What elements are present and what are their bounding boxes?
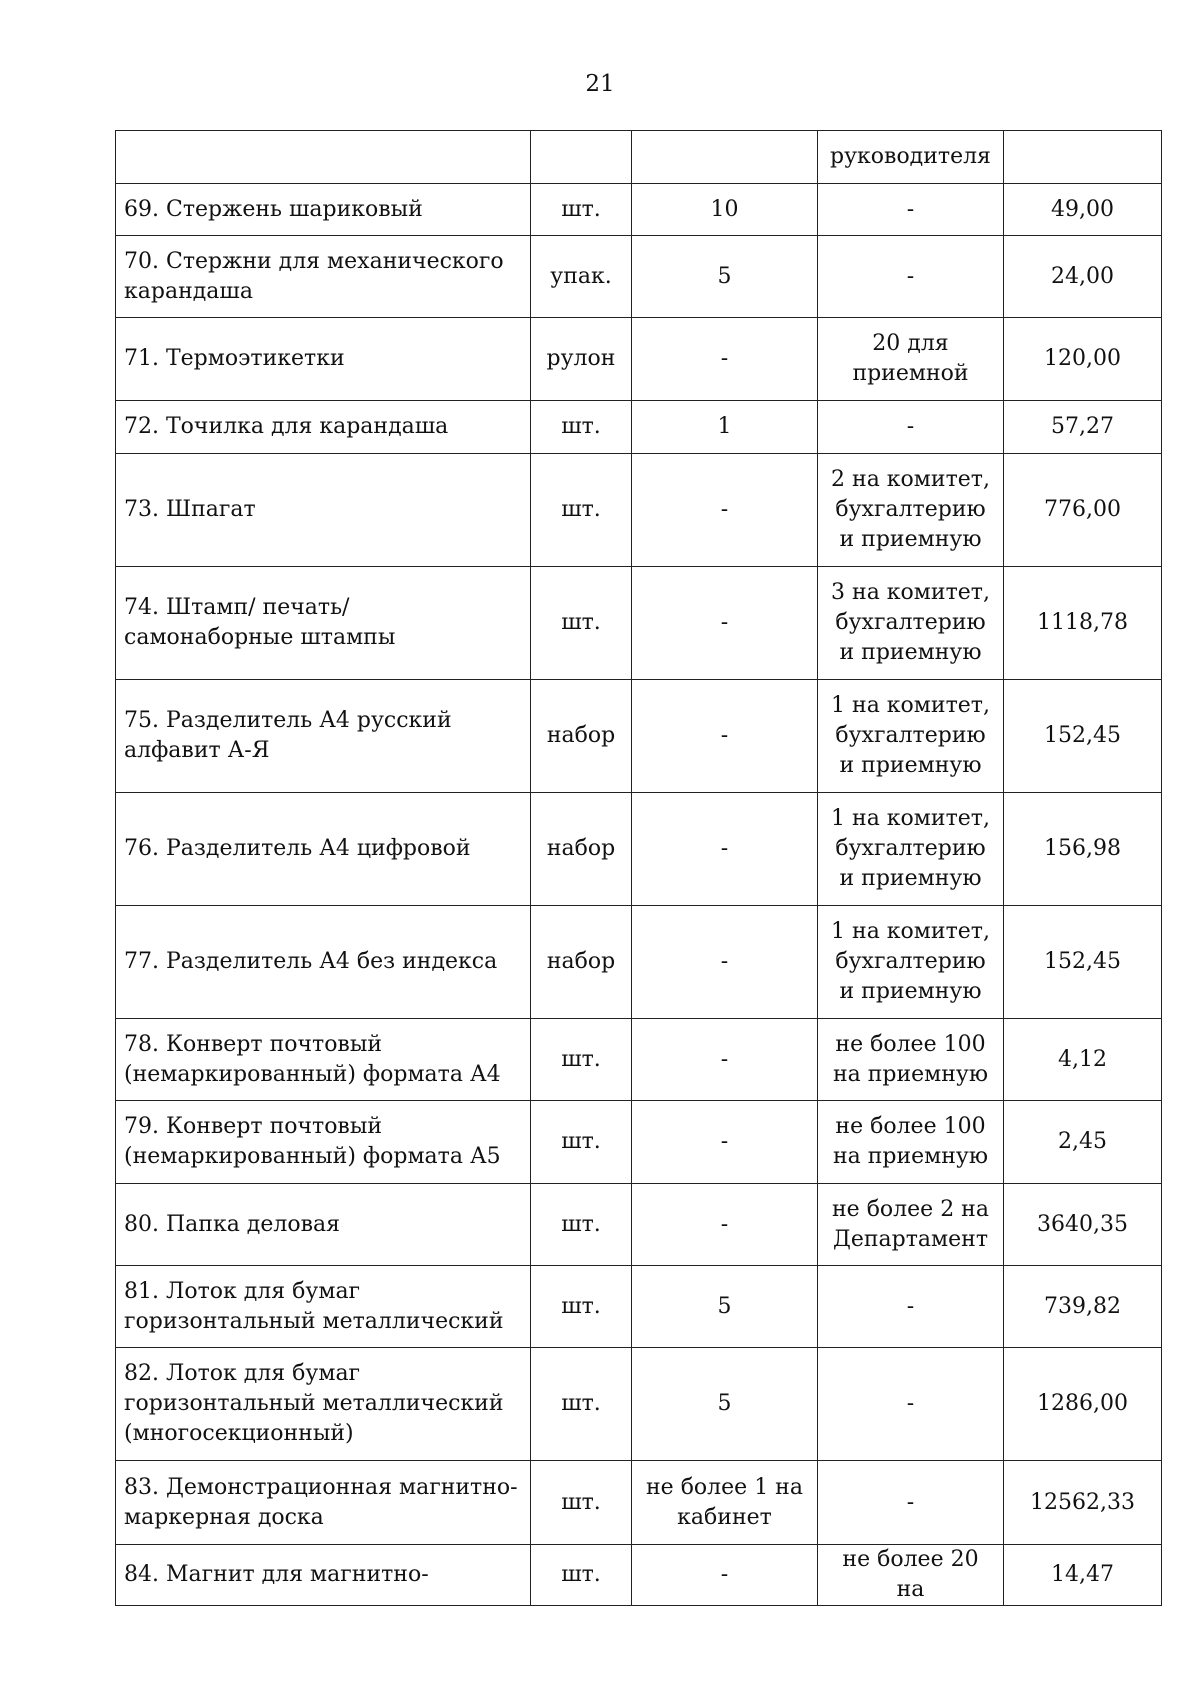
item-price: 3640,35 xyxy=(1004,1184,1162,1266)
item-qty: не более 1 на кабинет xyxy=(632,1461,818,1545)
item-qty: - xyxy=(632,1184,818,1266)
item-unit: шт. xyxy=(531,567,632,680)
item-name: 79. Конверт почтовый (немаркированный) формата А5 xyxy=(116,1101,531,1184)
item-name: 70. Стержни для механического карандаша xyxy=(116,236,531,318)
table-row xyxy=(116,1545,1162,1606)
item-name: 74. Штамп/ печать/ самонаборные штампы xyxy=(116,567,531,680)
item-qty: - xyxy=(632,793,818,906)
item-qty: - xyxy=(632,680,818,793)
table-row xyxy=(116,1348,1162,1461)
item-price: 120,00 xyxy=(1004,318,1162,401)
table-row xyxy=(116,401,1162,454)
item-unit: шт. xyxy=(531,454,632,567)
item-note: не более 100 на приемную xyxy=(818,1019,1004,1101)
item-name: 75. Разделитель А4 русский алфавит А-Я xyxy=(116,680,531,793)
item-name: 82. Лоток для бумаг горизонтальный металлический (многосекционный) xyxy=(116,1348,531,1461)
item-price: 739,82 xyxy=(1004,1266,1162,1348)
item-note: не более 100 на приемную xyxy=(818,1101,1004,1184)
table-row xyxy=(116,1184,1162,1266)
table-row xyxy=(116,131,1162,184)
item-unit: рулон xyxy=(531,318,632,401)
item-name: 78. Конверт почтовый (немаркированный) формата А4 xyxy=(116,1019,531,1101)
item-name xyxy=(116,131,531,184)
item-unit xyxy=(531,131,632,184)
item-note: 3 на комитет, бухгалтерию и приемную xyxy=(818,567,1004,680)
item-price: 24,00 xyxy=(1004,236,1162,318)
table-row xyxy=(116,184,1162,236)
item-qty: - xyxy=(632,1019,818,1101)
item-note: 20 для приемной xyxy=(818,318,1004,401)
item-name: 83. Демонстрационная магнитно-маркерная доска xyxy=(116,1461,531,1545)
table-row xyxy=(116,793,1162,906)
item-unit: шт. xyxy=(531,1545,632,1606)
item-unit: упак. xyxy=(531,236,632,318)
table-row xyxy=(116,567,1162,680)
item-qty xyxy=(632,131,818,184)
item-qty: 10 xyxy=(632,184,818,236)
item-note: - xyxy=(818,1266,1004,1348)
item-note: 1 на комитет, бухгалтерию и приемную xyxy=(818,906,1004,1019)
item-name: 80. Папка деловая xyxy=(116,1184,531,1266)
item-price: 49,00 xyxy=(1004,184,1162,236)
item-name: 81. Лоток для бумаг горизонтальный металлический xyxy=(116,1266,531,1348)
item-qty: 5 xyxy=(632,1348,818,1461)
page-number: 21 xyxy=(585,71,615,97)
item-note: - xyxy=(818,184,1004,236)
item-name: 71. Термоэтикетки xyxy=(116,318,531,401)
item-note: не более 20 на xyxy=(818,1545,1004,1606)
supplies-table xyxy=(115,130,1162,1606)
item-qty: - xyxy=(632,318,818,401)
item-price: 57,27 xyxy=(1004,401,1162,454)
item-price: 12562,33 xyxy=(1004,1461,1162,1545)
item-qty: - xyxy=(632,567,818,680)
item-unit: шт. xyxy=(531,401,632,454)
item-qty: - xyxy=(632,1545,818,1606)
item-name: 73. Шпагат xyxy=(116,454,531,567)
table-row xyxy=(116,1101,1162,1184)
item-qty: 5 xyxy=(632,236,818,318)
item-name: 72. Точилка для карандаша xyxy=(116,401,531,454)
item-unit: набор xyxy=(531,906,632,1019)
table-row xyxy=(116,680,1162,793)
item-note: - xyxy=(818,236,1004,318)
item-price: 152,45 xyxy=(1004,906,1162,1019)
table-row xyxy=(116,1461,1162,1545)
table-row xyxy=(116,1266,1162,1348)
item-qty: - xyxy=(632,454,818,567)
item-name: 84. Магнит для магнитно- xyxy=(116,1545,531,1606)
item-name: 76. Разделитель А4 цифровой xyxy=(116,793,531,906)
item-unit: шт. xyxy=(531,1266,632,1348)
item-unit: шт. xyxy=(531,1348,632,1461)
item-qty: - xyxy=(632,906,818,1019)
item-note: 1 на комитет, бухгалтерию и приемную xyxy=(818,793,1004,906)
item-qty: 1 xyxy=(632,401,818,454)
item-note: - xyxy=(818,401,1004,454)
item-name: 77. Разделитель А4 без индекса xyxy=(116,906,531,1019)
item-price: 152,45 xyxy=(1004,680,1162,793)
item-unit: шт. xyxy=(531,1184,632,1266)
item-note: 2 на комитет, бухгалтерию и приемную xyxy=(818,454,1004,567)
item-qty: - xyxy=(632,1101,818,1184)
item-unit: шт. xyxy=(531,1101,632,1184)
table-row xyxy=(116,318,1162,401)
item-unit: набор xyxy=(531,793,632,906)
item-price: 2,45 xyxy=(1004,1101,1162,1184)
table-row xyxy=(116,236,1162,318)
table-row xyxy=(116,906,1162,1019)
item-price: 156,98 xyxy=(1004,793,1162,906)
item-unit: шт. xyxy=(531,1461,632,1545)
item-price xyxy=(1004,131,1162,184)
item-note: - xyxy=(818,1461,1004,1545)
item-price: 4,12 xyxy=(1004,1019,1162,1101)
item-name: 69. Стержень шариковый xyxy=(116,184,531,236)
item-unit: набор xyxy=(531,680,632,793)
item-note: не более 2 на Департамент xyxy=(818,1184,1004,1266)
item-price: 14,47 xyxy=(1004,1545,1162,1606)
item-note: руководителя xyxy=(818,131,1004,184)
item-note: - xyxy=(818,1348,1004,1461)
item-qty: 5 xyxy=(632,1266,818,1348)
item-unit: шт. xyxy=(531,184,632,236)
item-unit: шт. xyxy=(531,1019,632,1101)
table-row xyxy=(116,454,1162,567)
item-price: 1286,00 xyxy=(1004,1348,1162,1461)
item-price: 1118,78 xyxy=(1004,567,1162,680)
item-price: 776,00 xyxy=(1004,454,1162,567)
item-note: 1 на комитет, бухгалтерию и приемную xyxy=(818,680,1004,793)
table-row xyxy=(116,1019,1162,1101)
